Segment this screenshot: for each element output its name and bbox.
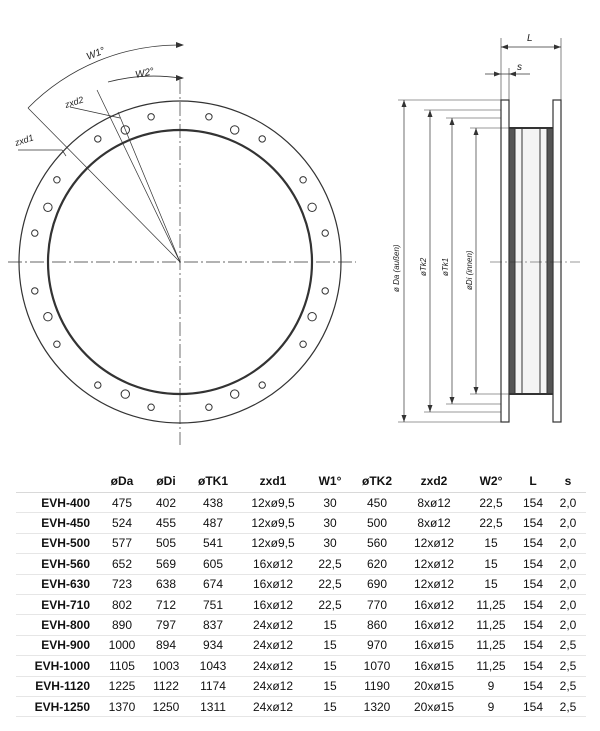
model-cell: EVH-800 [16,615,100,635]
bolt-hole-large [308,313,316,321]
value-cell: 22,5 [466,513,516,533]
value-cell: 1122 [144,676,188,696]
value-cell: 475 [100,493,144,513]
s-label: s [517,62,522,73]
value-cell: 12xø12 [402,574,466,594]
bolt-hole-outer [206,114,212,120]
bolt-hole-large [308,203,316,211]
value-cell: 30 [308,533,352,553]
value-cell: 15 [466,533,516,553]
column-header: øDi [144,470,188,493]
value-cell: 560 [352,533,402,553]
value-cell: 24xø12 [238,676,308,696]
value-cell: 438 [188,493,238,513]
value-cell: 20xø15 [402,696,466,716]
value-cell: 9 [466,696,516,716]
value-cell: 860 [352,615,402,635]
value-cell: 751 [188,594,238,614]
bolt-hole-outer [300,177,306,183]
value-cell: 450 [352,493,402,513]
specification-table [16,470,586,717]
table-row [16,615,586,635]
table-header-row [16,470,586,493]
table-row [16,594,586,614]
zxd1-label: zxd1 [13,132,35,148]
bolt-hole-outer [54,341,60,347]
model-cell: EVH-1250 [16,696,100,716]
value-cell: 620 [352,554,402,574]
bolt-hole-outer [95,136,101,142]
table-row [16,533,586,553]
tk1-arrow-bottom [450,397,455,404]
value-cell: 455 [144,513,188,533]
table-row [16,676,586,696]
value-cell: 154 [516,493,550,513]
value-cell: 22,5 [308,554,352,574]
s-arrow-right [509,72,516,77]
bolt-hole-outer [32,288,38,294]
value-cell: 16xø12 [238,594,308,614]
bolt-hole-outer [300,341,306,347]
value-cell: 712 [144,594,188,614]
value-cell: 541 [188,533,238,553]
model-cell: EVH-630 [16,574,100,594]
bolt-hole-outer [148,114,154,120]
value-cell: 154 [516,656,550,676]
value-cell: 934 [188,635,238,655]
bolt-hole-outer [322,230,328,236]
value-cell: 890 [100,615,144,635]
value-cell: 12xø12 [402,554,466,574]
w1-arrowhead [176,42,184,48]
value-cell: 970 [352,635,402,655]
model-cell: EVH-560 [16,554,100,574]
value-cell: 577 [100,533,144,553]
flange-front-view [8,42,356,445]
value-cell: 2,0 [550,513,586,533]
zxd2-label: zxd2 [63,94,85,110]
tk2-label: øTk2 [419,257,428,276]
value-cell: 12xø9,5 [238,533,308,553]
fabric-edge-left [509,128,515,394]
fabric-sleeve [509,128,553,394]
column-header: øDa [100,470,144,493]
value-cell: 1370 [100,696,144,716]
value-cell: 2,0 [550,594,586,614]
model-cell: EVH-1120 [16,676,100,696]
value-cell: 16xø12 [238,574,308,594]
tk2-arrow-bottom [428,405,433,412]
value-cell: 154 [516,533,550,553]
value-cell: 154 [516,574,550,594]
value-cell: 894 [144,635,188,655]
da-arrow-bottom [402,415,407,422]
table-row [16,513,586,533]
value-cell: 1311 [188,696,238,716]
value-cell: 2,0 [550,615,586,635]
table-row [16,574,586,594]
value-cell: 16xø15 [402,635,466,655]
table-row [16,635,586,655]
value-cell: 154 [516,635,550,655]
tk1-arrow-top [450,118,455,125]
value-cell: 154 [516,554,550,574]
value-cell: 20xø15 [402,676,466,696]
value-cell: 1043 [188,656,238,676]
value-cell: 154 [516,615,550,635]
tk1-label: øTk1 [441,257,450,276]
model-cell: EVH-450 [16,513,100,533]
value-cell: 2,0 [550,574,586,594]
value-cell: 11,25 [466,635,516,655]
column-header: zxd1 [238,470,308,493]
value-cell: 638 [144,574,188,594]
bolt-hole-outer [95,382,101,388]
di-arrow-top [474,128,479,135]
value-cell: 24xø12 [238,656,308,676]
bolt-hole-large [44,313,52,321]
value-cell: 8xø12 [402,513,466,533]
bolt-hole-large [231,126,239,134]
l-arrow-left [501,45,508,50]
value-cell: 12xø9,5 [238,493,308,513]
flange-side-view [398,38,580,422]
s-arrow-left [494,72,501,77]
da-label: ø Da (außen) [392,244,401,292]
value-cell: 1174 [188,676,238,696]
w2-label: W2° [134,66,156,81]
value-cell: 154 [516,696,550,716]
value-cell: 2,0 [550,493,586,513]
table-row [16,493,586,513]
value-cell: 30 [308,513,352,533]
value-cell: 15 [308,615,352,635]
zxd2-leader [70,107,120,118]
value-cell: 11,25 [466,656,516,676]
value-cell: 723 [100,574,144,594]
value-cell: 505 [144,533,188,553]
value-cell: 24xø12 [238,615,308,635]
column-header: W2° [466,470,516,493]
value-cell: 15 [308,676,352,696]
fabric-edge-right [547,128,553,394]
column-header [16,470,100,493]
value-cell: 154 [516,513,550,533]
table-row [16,554,586,574]
value-cell: 1000 [100,635,144,655]
value-cell: 2,5 [550,635,586,655]
value-cell: 12xø12 [402,533,466,553]
value-cell: 154 [516,676,550,696]
value-cell: 15 [308,696,352,716]
value-cell: 15 [466,554,516,574]
value-cell: 8xø12 [402,493,466,513]
model-cell: EVH-900 [16,635,100,655]
value-cell: 2,0 [550,554,586,574]
value-cell: 605 [188,554,238,574]
left-flange-plate [501,100,509,422]
value-cell: 9 [466,676,516,696]
value-cell: 24xø12 [238,635,308,655]
table-row [16,656,586,676]
bolt-hole-outer [206,404,212,410]
value-cell: 22,5 [308,594,352,614]
value-cell: 12xø9,5 [238,513,308,533]
value-cell: 802 [100,594,144,614]
value-cell: 24xø12 [238,696,308,716]
value-cell: 22,5 [466,493,516,513]
value-cell: 402 [144,493,188,513]
value-cell: 797 [144,615,188,635]
bolt-hole-outer [148,404,154,410]
value-cell: 1105 [100,656,144,676]
bolt-hole-outer [322,288,328,294]
bolt-hole-outer [259,136,265,142]
column-header: s [550,470,586,493]
di-label: øDi (innen) [465,250,474,290]
model-cell: EVH-710 [16,594,100,614]
da-arrow-top [402,100,407,107]
table-row [16,696,586,716]
value-cell: 16xø12 [402,615,466,635]
value-cell: 22,5 [308,574,352,594]
column-header: L [516,470,550,493]
value-cell: 16xø12 [238,554,308,574]
value-cell: 11,25 [466,615,516,635]
value-cell: 2,5 [550,656,586,676]
value-cell: 15 [308,635,352,655]
value-cell: 1070 [352,656,402,676]
value-cell: 15 [308,656,352,676]
bolt-hole-outer [259,382,265,388]
model-cell: EVH-1000 [16,656,100,676]
tk2-arrow-top [428,110,433,117]
right-flange-plate [553,100,561,422]
model-cell: EVH-500 [16,533,100,553]
column-header: zxd2 [402,470,466,493]
value-cell: 487 [188,513,238,533]
bolt-hole-large [44,203,52,211]
column-header: W1° [308,470,352,493]
bolt-hole-outer [32,230,38,236]
di-arrow-bottom [474,387,479,394]
value-cell: 500 [352,513,402,533]
table-body [16,493,586,717]
value-cell: 2,5 [550,676,586,696]
value-cell: 837 [188,615,238,635]
value-cell: 2,5 [550,696,586,716]
l-arrow-right [554,45,561,50]
value-cell: 524 [100,513,144,533]
l-label: L [527,33,533,44]
value-cell: 1320 [352,696,402,716]
column-header: øTK1 [188,470,238,493]
value-cell: 690 [352,574,402,594]
value-cell: 11,25 [466,594,516,614]
value-cell: 154 [516,594,550,614]
value-cell: 1225 [100,676,144,696]
value-cell: 1003 [144,656,188,676]
value-cell: 16xø12 [402,594,466,614]
value-cell: 652 [100,554,144,574]
bolt-hole-large [231,390,239,398]
bolt-hole-outer [54,177,60,183]
value-cell: 1190 [352,676,402,696]
value-cell: 30 [308,493,352,513]
value-cell: 674 [188,574,238,594]
value-cell: 15 [466,574,516,594]
value-cell: 770 [352,594,402,614]
model-cell: EVH-400 [16,493,100,513]
w1-label: W1° [85,45,107,63]
column-header: øTK2 [352,470,402,493]
value-cell: 2,0 [550,533,586,553]
value-cell: 1250 [144,696,188,716]
bolt-hole-large [121,390,129,398]
value-cell: 16xø15 [402,656,466,676]
value-cell: 569 [144,554,188,574]
